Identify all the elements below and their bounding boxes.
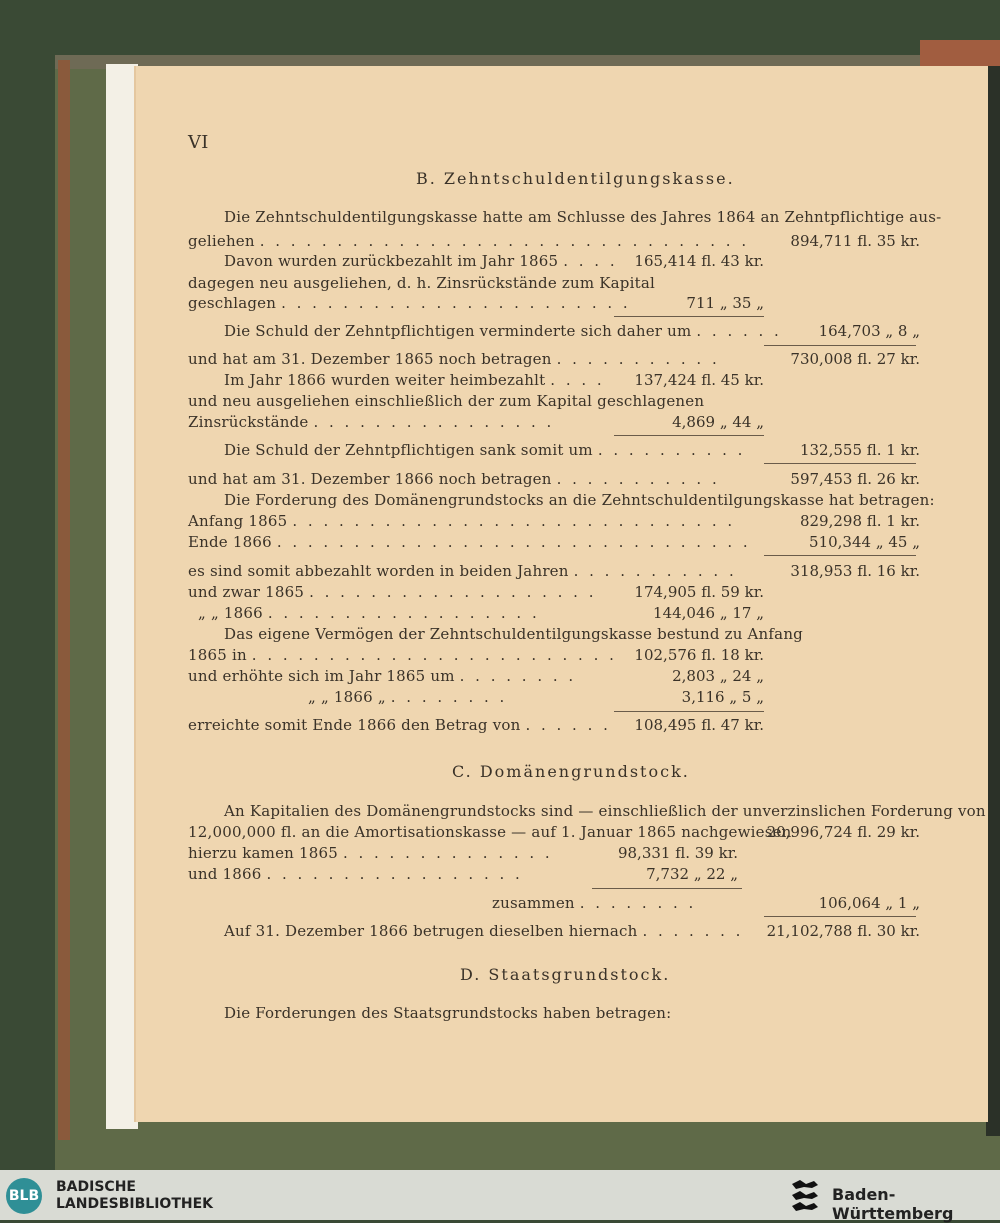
library-name-line2: LANDESBIBLIOTHEK — [56, 1196, 214, 1212]
b-line-16: es sind somit abbezahlt worden in beiden Jahren . . . . . . . . . . . — [188, 562, 737, 580]
b-value-5: 711 „ 35 „ — [686, 294, 764, 312]
c-line-3: hierzu kamen 1865 . . . . . . . . . . . . . . — [188, 844, 553, 862]
b-value-17: 174,905 fl. 59 kr. — [634, 583, 764, 601]
b-line-9: und neu ausgeliehen einschließlich der zum Kapital geschlagenen — [188, 392, 705, 410]
section-c-heading: C. Domänengrundstock. — [452, 762, 690, 781]
c-line-6: Auf 31. Dezember 1866 betrugen dieselben hiernach . . . . . . . — [224, 922, 744, 940]
b-line-1: Die Zehntschuldentilgungskasse hatte am Schlusse des Jahres 1864 an Zehntpflichtige aus- — [224, 208, 942, 226]
state-name[interactable]: Baden-Württemberg — [832, 1185, 954, 1223]
b-line-5: geschlagen . . . . . . . . . . . . . . . . . . . . . . . — [188, 294, 631, 312]
b-line-18: „ „ 1866 . . . . . . . . . . . . . . . . . . — [198, 604, 540, 622]
b-value-10: 4,869 „ 44 „ — [672, 413, 764, 431]
b-line-4: dagegen neu ausgeliehen, d. h. Zinsrückstände zum Kapital — [188, 274, 655, 292]
library-name-line1: BADISCHE — [56, 1179, 136, 1195]
c-value-4: 7,732 „ 22 „ — [646, 865, 738, 883]
footer-bar — [0, 1170, 1000, 1223]
b-value-12: 597,453 fl. 26 kr. — [790, 470, 920, 488]
b-line-13: Die Forderung des Domänengrundstocks an die Zehntschuldentilgungskasse hat betragen: — [224, 491, 935, 509]
b-line-2: geliehen . . . . . . . . . . . . . . . . . . . . . . . . . . . . . . . . — [188, 232, 750, 250]
b-value-21: 2,803 „ 24 „ — [672, 667, 764, 685]
b-line-15: Ende 1866 . . . . . . . . . . . . . . . . . . . . . . . . . . . . . . . — [188, 533, 751, 551]
c-line-1: An Kapitalien des Domänengrundstocks sind — einschließlich der unverzinslichen Forderung von — [224, 802, 986, 820]
b-line-7: und hat am 31. Dezember 1865 noch betragen . . . . . . . . . . . — [188, 350, 720, 368]
b-line-22: „ „ 1866 „ . . . . . . . . — [308, 688, 508, 706]
scanned-page — [134, 66, 988, 1122]
b-line-14: Anfang 1865 . . . . . . . . . . . . . . . . . . . . . . . . . . . . . — [188, 512, 736, 530]
b-rule-6 — [614, 711, 764, 712]
b-line-3: Davon wurden zurückbezahlt im Jahr 1865 . . . . — [224, 252, 618, 270]
book-edge-right — [986, 66, 1000, 1136]
leather-corner — [920, 40, 1000, 68]
c-value-3: 98,331 fl. 39 kr. — [617, 844, 738, 862]
b-value-20: 102,576 fl. 18 kr. — [634, 646, 764, 664]
blb-logo[interactable]: BLB — [6, 1178, 42, 1214]
b-rule-1 — [614, 316, 764, 317]
c-value-2: 20,996,724 fl. 29 kr. — [766, 823, 920, 841]
c-rule-2 — [764, 916, 916, 917]
c-line-2: 12,000,000 fl. an die Amortisationskasse — auf 1. Januar 1865 nachgewiesen — [188, 823, 792, 841]
b-line-20: 1865 in . . . . . . . . . . . . . . . . . . . . . . . . — [188, 646, 617, 664]
b-line-6: Die Schuld der Zehntpflichtigen verminderte sich daher um . . . . . . — [224, 322, 782, 340]
baden-wuerttemberg-lions-icon — [790, 1178, 820, 1212]
b-rule-5 — [764, 555, 916, 556]
b-value-16: 318,953 fl. 16 kr. — [790, 562, 920, 580]
b-value-11: 132,555 fl. 1 kr. — [799, 441, 920, 459]
b-value-22: 3,116 „ 5 „ — [681, 688, 764, 706]
b-value-7: 730,008 fl. 27 kr. — [790, 350, 920, 368]
b-line-11: Die Schuld der Zehntpflichtigen sank somit um . . . . . . . . . . — [224, 441, 746, 459]
library-name[interactable] — [56, 1179, 213, 1213]
b-line-17: und zwar 1865 . . . . . . . . . . . . . . . . . . . — [188, 583, 597, 601]
b-value-3: 165,414 fl. 43 kr. — [634, 252, 764, 270]
c-value-5: 106,064 „ 1 „ — [818, 894, 920, 912]
b-rule-4 — [764, 463, 916, 464]
leather-spine — [58, 60, 70, 1140]
b-line-19: Das eigene Vermögen der Zehntschuldentilgungskasse bestund zu Anfang — [224, 625, 803, 643]
b-value-15: 510,344 „ 45 „ — [809, 533, 920, 551]
d-line-1: Die Forderungen des Staatsgrundstocks haben betragen: — [224, 1004, 672, 1022]
c-line-5: zusammen . . . . . . . . — [492, 894, 697, 912]
b-rule-2 — [764, 345, 916, 346]
b-line-12: und hat am 31. Dezember 1866 noch betragen . . . . . . . . . . . — [188, 470, 720, 488]
c-rule-1 — [592, 888, 742, 889]
b-value-6: 164,703 „ 8 „ — [818, 322, 920, 340]
b-value-18: 144,046 „ 17 „ — [653, 604, 764, 622]
b-value-8: 137,424 fl. 45 kr. — [634, 371, 764, 389]
b-line-8: Im Jahr 1866 wurden weiter heimbezahlt . . . . — [224, 371, 605, 389]
b-value-2: 894,711 fl. 35 kr. — [790, 232, 920, 250]
b-line-23: erreichte somit Ende 1866 den Betrag von . . . . . . — [188, 716, 611, 734]
section-b-heading: B. Zehntschuldentilgungskasse. — [416, 169, 735, 188]
c-line-4: und 1866 . . . . . . . . . . . . . . . . . — [188, 865, 523, 883]
section-d-heading: D. Staatsgrundstock. — [460, 965, 671, 984]
page-number: VI — [188, 132, 209, 153]
b-line-21: und erhöhte sich im Jahr 1865 um . . . . . . . . — [188, 667, 577, 685]
b-value-14: 829,298 fl. 1 kr. — [799, 512, 920, 530]
b-value-23: 108,495 fl. 47 kr. — [634, 716, 764, 734]
b-rule-3 — [614, 435, 764, 436]
b-line-10: Zinsrückstände . . . . . . . . . . . . . . . . — [188, 413, 555, 431]
c-value-6: 21,102,788 fl. 30 kr. — [766, 922, 920, 940]
